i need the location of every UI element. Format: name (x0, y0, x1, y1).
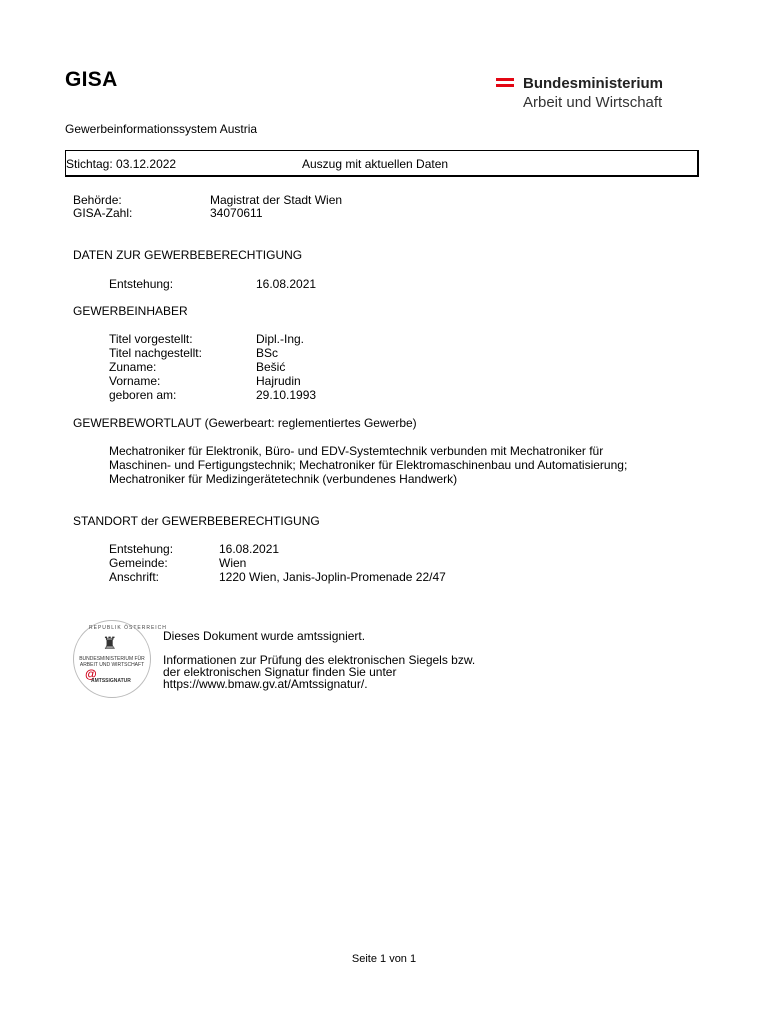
standort-value: Wien (219, 556, 247, 570)
gisa-value: 34070611 (210, 206, 263, 220)
at-icon: @ (85, 667, 97, 681)
inhaber-value: Bešić (256, 360, 286, 374)
signature-info-line: Informationen zur Prüfung des elektronischen Siegels bzw. (163, 653, 476, 667)
eagle-icon: ♜ (102, 634, 118, 653)
standort-label: Anschrift: (109, 570, 160, 584)
ministry-logo (492, 72, 694, 116)
wortlaut-line: Mechatroniker für Elektronik, Büro- und EDV-Systemtechnik verbunden mit Mechatroniker für (109, 444, 604, 458)
standort-value: 1220 Wien, Janis-Joplin-Promenade 22/47 (219, 570, 446, 584)
austrian-flag-icon (496, 78, 514, 87)
inhaber-value: BSc (256, 346, 279, 360)
inhaber-value: Dipl.-Ing. (256, 332, 305, 346)
seal-ministry-text: BUNDESMINISTERIUM FÜR ARBEIT UND WIRTSCHAFT (79, 656, 145, 668)
signature-note: Dieses Dokument wurde amtssigniert. (163, 629, 366, 643)
section-heading-standort: STANDORT der GEWERBEBERECHTIGUNG (73, 514, 320, 528)
logo-line-1: Bundesministerium (523, 75, 664, 92)
stichtag-date: Stichtag: 03.12.2022 (66, 157, 177, 171)
entstehung-label: Entstehung: (109, 277, 174, 291)
standort-label: Gemeinde: (109, 556, 168, 570)
stichtag-box (65, 150, 699, 177)
wortlaut-line: Mechatroniker für Medizingerätetechnik (verbundenes Handwerk) (109, 472, 458, 486)
gisa-label: GISA-Zahl: (73, 206, 133, 220)
entstehung-value: 16.08.2021 (256, 277, 317, 291)
inhaber-value: 29.10.1993 (256, 388, 317, 402)
section-heading-berechtigung: DATEN ZUR GEWERBEBERECHTIGUNG (73, 248, 303, 262)
document-title: GISA (65, 68, 118, 91)
logo-line-2: Arbeit und Wirtschaft (523, 94, 663, 111)
standort-label: Entstehung: (109, 542, 174, 556)
inhaber-value: Hajrudin (256, 374, 301, 388)
page-number: Seite 1 von 1 (351, 953, 417, 965)
seal-arc-text: REPUBLIK ÖSTERREICH (89, 625, 167, 631)
inhaber-label: Titel nachgestellt: (109, 346, 202, 360)
section-heading-wortlaut: GEWERBEWORTLAUT (Gewerbeart: reglementiertes Gewerbe) (73, 416, 417, 430)
standort-value: 16.08.2021 (219, 542, 280, 556)
signature-info-line: der elektronischen Signatur finden Sie unter (163, 665, 397, 679)
document-subtitle: Gewerbeinformationssystem Austria (65, 122, 258, 136)
behoerde-value: Magistrat der Stadt Wien (210, 193, 343, 207)
amtssignatur-seal (73, 620, 167, 698)
inhaber-label: geboren am: (109, 388, 177, 402)
inhaber-label: Vorname: (109, 374, 161, 388)
inhaber-label: Titel vorgestellt: (109, 332, 193, 346)
wortlaut-line: Maschinen- und Fertigungstechnik; Mechatroniker für Elektromaschinenbau und Automatisierung; (109, 458, 628, 472)
extract-type: Auszug mit aktuellen Daten (302, 157, 449, 171)
seal-bottom-text: AMTSSIGNATUR (91, 678, 131, 684)
inhaber-label: Zuname: (109, 360, 157, 374)
behoerde-label: Behörde: (73, 193, 122, 207)
signature-info-url[interactable]: https://www.bmaw.gv.at/Amtssignatur/. (163, 677, 368, 691)
section-heading-inhaber: GEWERBEINHABER (73, 304, 188, 318)
